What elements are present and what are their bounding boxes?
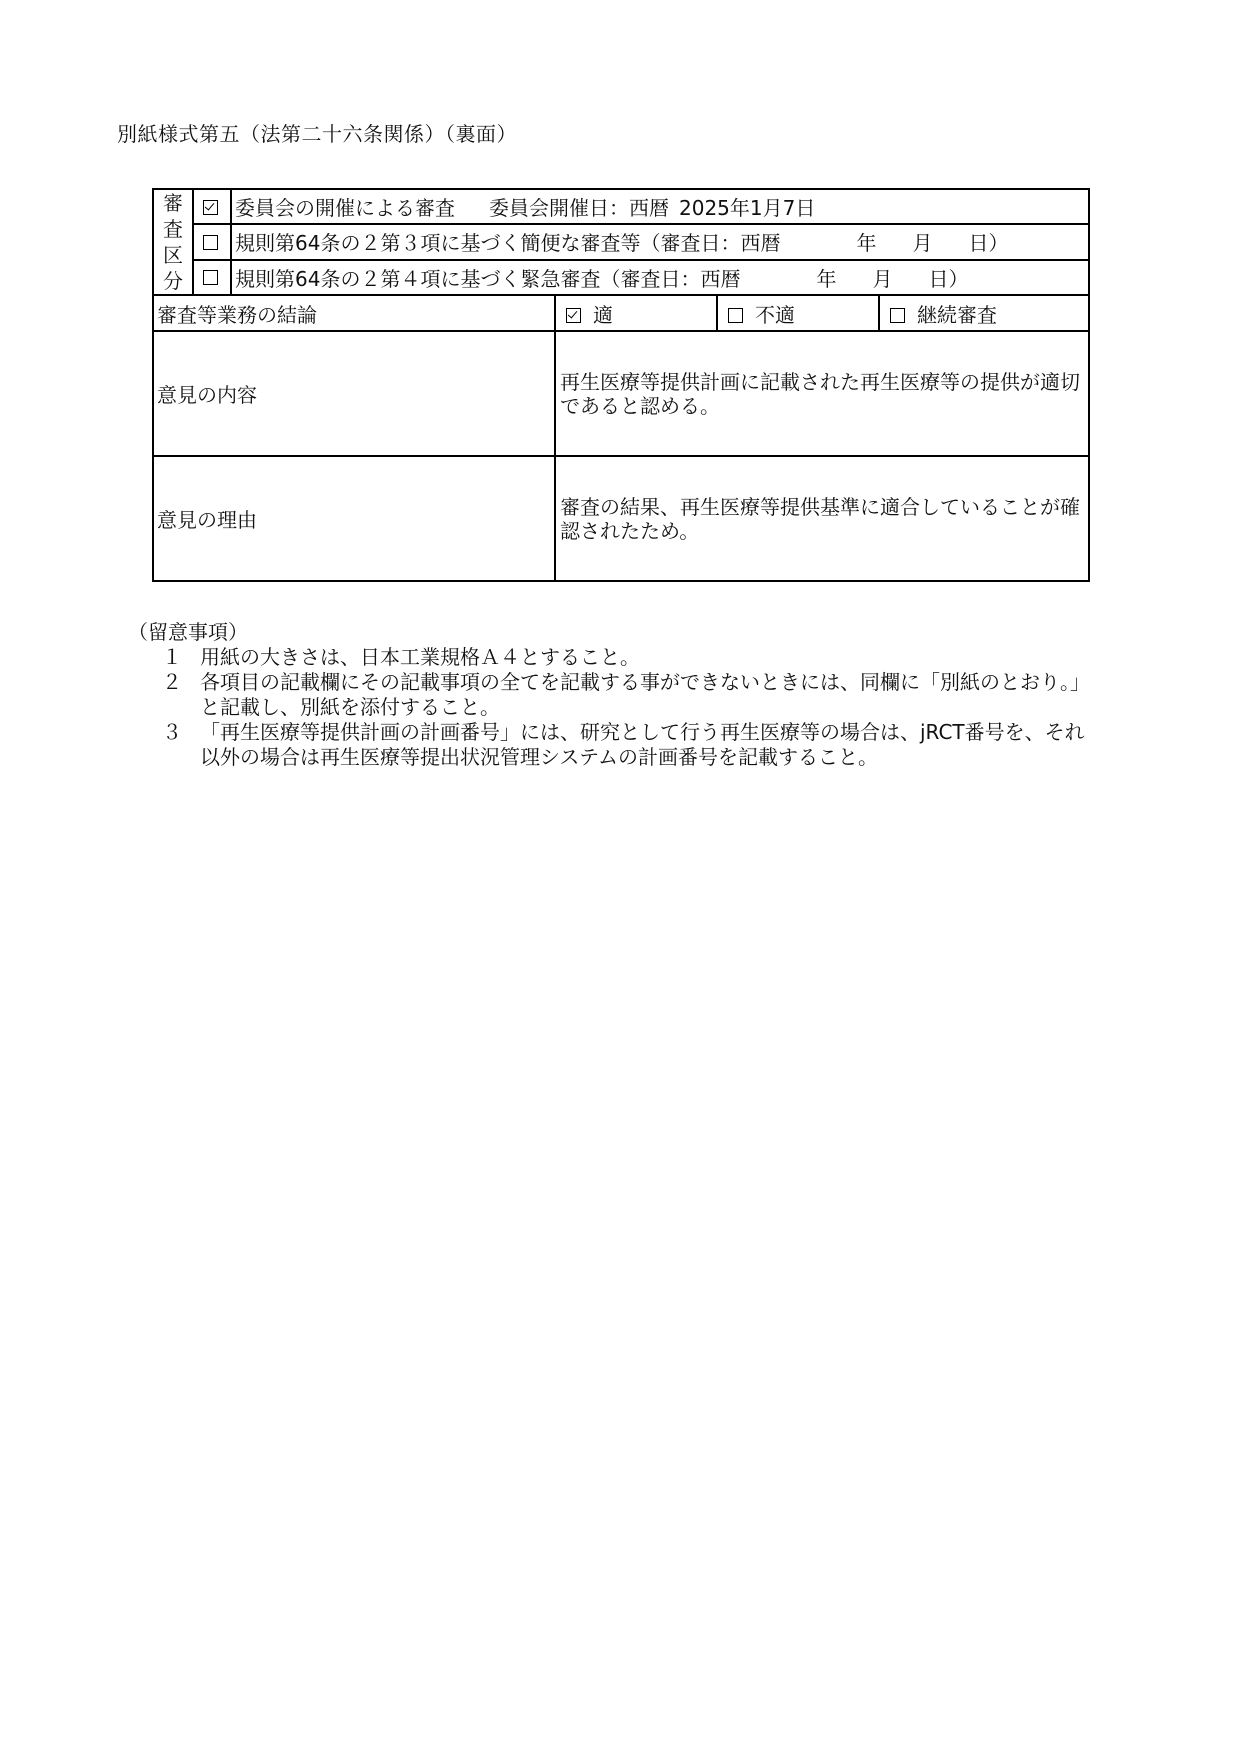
continue-checkbox[interactable] (890, 308, 905, 323)
approve-checkbox[interactable] (566, 308, 581, 323)
opinion-reason-value: 審査の結果、再生医療等提供基準に適合していることが確認されたため。 (555, 456, 1089, 581)
note-item (162, 645, 1088, 670)
conclusion-option-approve[interactable]: 適 (555, 295, 717, 331)
review-table (152, 188, 1090, 582)
simple-review-text: 規則第64条の２第３項に基づく簡便な審査等（審査日：西暦 年 月 日） (231, 224, 1089, 259)
emergency-review-text: 規則第64条の２第４項に基づく緊急審査（審査日：西暦 年 月 日） (231, 260, 1089, 295)
category-row-simple (153, 224, 1089, 259)
note-text: 「再生医療等提供計画の計画番号」には、研究として行う再生医療等の場合は、jRCT番号を、それ以外の場合は再生医療等提出状況管理システムの計画番号を記載すること。 (200, 720, 1085, 769)
committee-review-checkbox-cell[interactable] (193, 189, 231, 224)
committee-review-checkbox[interactable] (203, 200, 218, 215)
committee-review-text: 委員会の開催による審査 委員会開催日：西暦 2025年1月7日 (231, 189, 1089, 224)
opinion-content-value: 再生医療等提供計画に記載された再生医療等の提供が適切であると認める。 (555, 331, 1089, 456)
opinion-reason-label: 意見の理由 (153, 456, 555, 581)
opinion-content-row (153, 331, 1089, 456)
form-title: 別紙様式第五（法第二十六条関係）（裏面） (117, 122, 517, 146)
note-number: ２ (162, 670, 182, 694)
opinion-content-label: 意見の内容 (153, 331, 555, 456)
note-text: 各項目の記載欄にその記載事項の全てを記載する事ができないときには、同欄に「別紙のとおり。」と記載し、別紙を添付すること。 (200, 670, 1080, 719)
note-text: 用紙の大きさは、日本工業規格Ａ４とすること。 (200, 645, 640, 669)
simple-review-checkbox-cell[interactable] (193, 224, 231, 259)
category-row-committee (153, 189, 1089, 224)
emergency-review-checkbox-cell[interactable] (193, 260, 231, 295)
conclusion-option-continue[interactable]: 継続審査 (879, 295, 1089, 331)
conclusion-option-reject[interactable]: 不適 (717, 295, 879, 331)
committee-date: 2025年1月7日 (679, 196, 816, 221)
note-number: １ (162, 645, 182, 669)
notes-section (128, 620, 1088, 770)
simple-review-checkbox[interactable] (203, 235, 218, 250)
notes-heading: （留意事項） (128, 620, 248, 644)
conclusion-row (153, 295, 1089, 331)
note-item (162, 670, 1088, 720)
note-item (162, 720, 1088, 770)
review-category-label: 審 査 区 分 (153, 189, 193, 295)
conclusion-label: 審査等業務の結論 (153, 295, 555, 331)
note-number: ３ (162, 720, 182, 744)
emergency-review-checkbox[interactable] (203, 270, 218, 285)
reject-checkbox[interactable] (728, 308, 743, 323)
opinion-reason-row (153, 456, 1089, 581)
category-row-emergency (153, 260, 1089, 295)
